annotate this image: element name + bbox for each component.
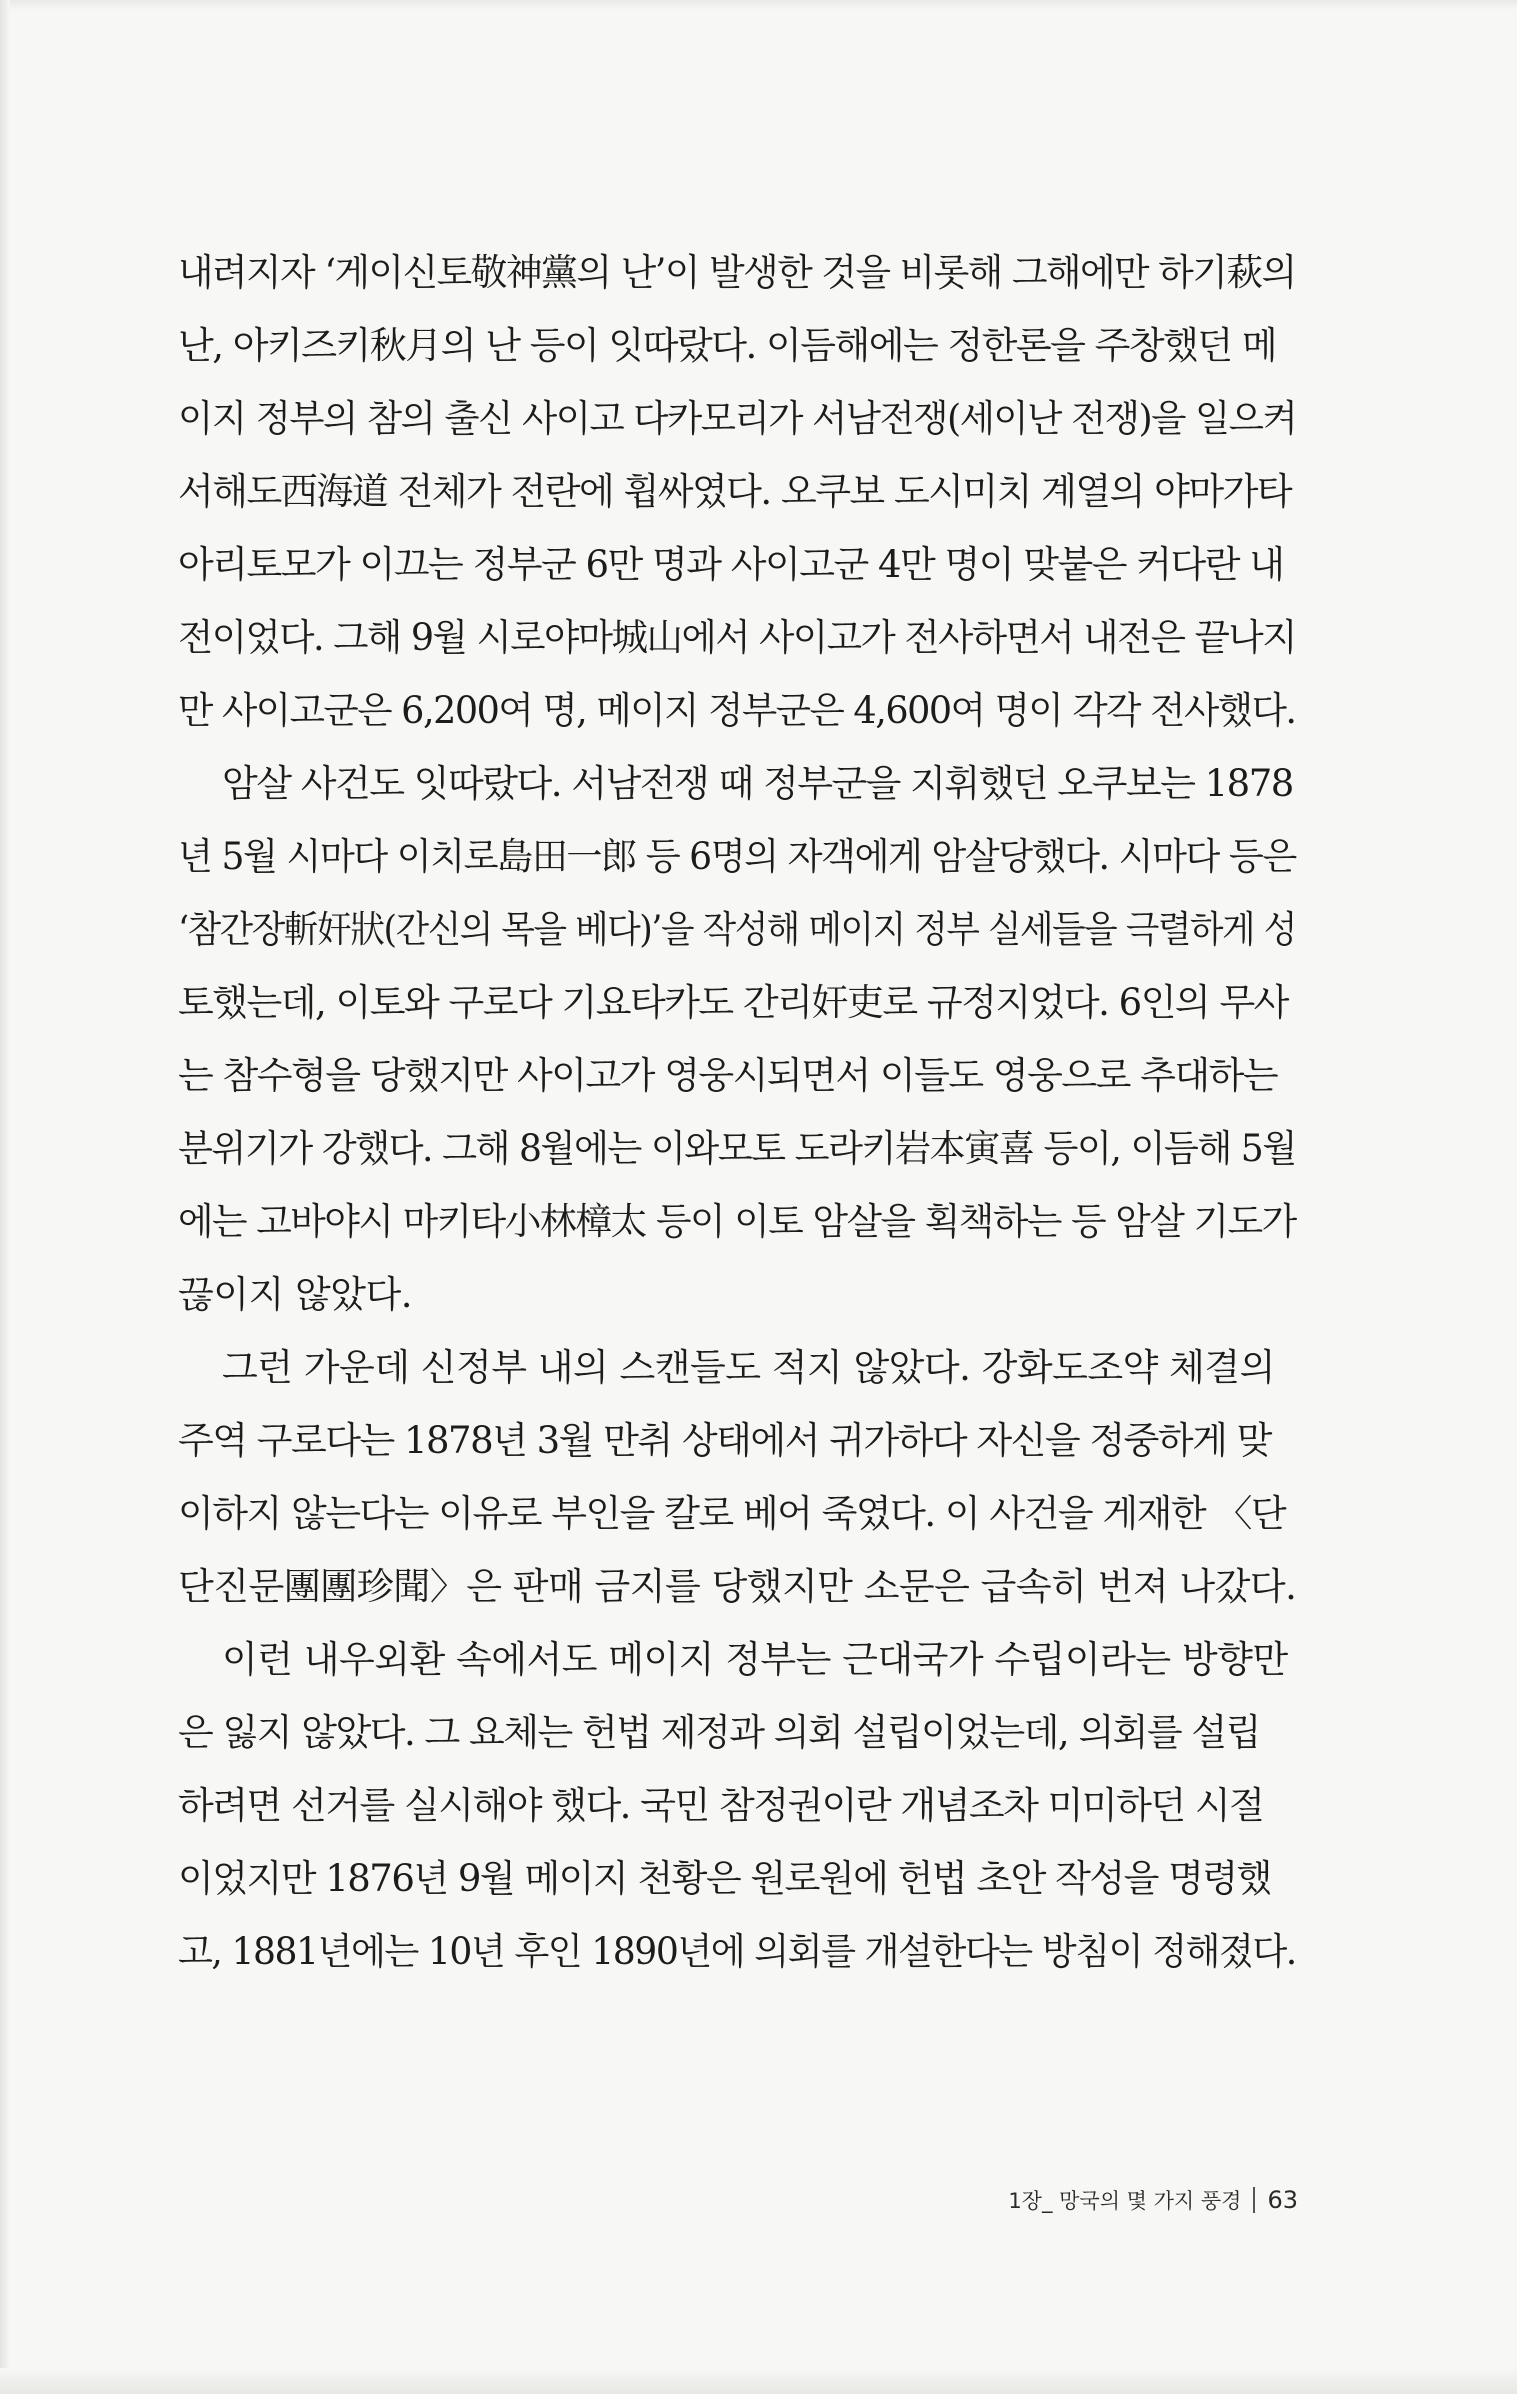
text-line: 이하지 않는다는 이유로 부인을 칼로 베어 죽였다. 이 사건을 게재한 〈단	[178, 1492, 1286, 1535]
page-edge-left	[0, 0, 10, 2394]
text-line: 암살 사건도 잇따랐다. 서남전쟁 때 정부군을 지휘했던 오쿠보는 1878	[222, 762, 1293, 805]
text-line: 이지 정부의 참의 출신 사이고 다카모리가 서남전쟁(세이난 전쟁)을 일으켜	[178, 397, 1297, 440]
text-line: 고, 1881년에는 10년 후인 1890년에 의회를 개설한다는 방침이 정해졌다.	[178, 1930, 1296, 1973]
page-edge-top	[0, 0, 1517, 10]
page-footer	[1008, 2180, 1298, 2220]
text-line: 아리토모가 이끄는 정부군 6만 명과 사이고군 4만 명이 맞붙은 커다란 내	[178, 543, 1284, 586]
body-text	[178, 236, 1296, 1988]
text-line: 에는 고바야시 마키타小林樟太 등이 이토 암살을 획책하는 등 암살 기도가	[178, 1200, 1296, 1243]
paragraph-3	[178, 1331, 1296, 1623]
text-line: 만 사이고군은 6,200여 명, 메이지 정부군은 4,600여 명이 각각 전사했다.	[178, 689, 1296, 732]
paragraph-1	[178, 236, 1296, 747]
text-line: 전이었다. 그해 9월 시로야마城山에서 사이고가 전사하면서 내전은 끝나지	[178, 616, 1296, 659]
paragraph-2	[178, 747, 1296, 1331]
text-line: 이었지만 1876년 9월 메이지 천황은 원로원에 헌법 초안 작성을 명령했	[178, 1857, 1271, 1900]
text-line: 하려면 선거를 실시해야 했다. 국민 참정권이란 개념조차 미미하던 시절	[178, 1784, 1264, 1827]
paragraph-4	[178, 1623, 1296, 1988]
text-line: 단진문團團珍聞〉은 판매 금지를 당했지만 소문은 급속히 번져 나갔다.	[178, 1565, 1297, 1608]
text-line: 는 참수형을 당했지만 사이고가 영웅시되면서 이들도 영웅으로 추대하는	[178, 1054, 1278, 1097]
text-line: 은 잃지 않았다. 그 요체는 헌법 제정과 의회 설립이었는데, 의회를 설립	[178, 1711, 1260, 1754]
text-line: 끊이지 않았다.	[178, 1273, 412, 1316]
text-line: 이런 내우외환 속에서도 메이지 정부는 근대국가 수립이라는 방향만	[222, 1638, 1288, 1681]
page-number: 63	[1267, 2186, 1298, 2214]
text-line: 난, 아키즈키秋月의 난 등이 잇따랐다. 이듬해에는 정한론을 주창했던 메	[178, 324, 1277, 367]
text-line: 서해도西海道 전체가 전란에 휩싸였다. 오쿠보 도시미치 계열의 야마가타	[178, 470, 1292, 513]
text-line: 주역 구로다는 1878년 3월 만취 상태에서 귀가하다 자신을 정중하게 맞	[178, 1419, 1271, 1462]
text-line: ‘참간장斬奸狀(간신의 목을 베다)’을 작성해 메이지 정부 실세들을 극렬하게 성	[178, 908, 1296, 951]
chapter-title: 1장_ 망국의 몇 가지 풍경	[1008, 2189, 1242, 2213]
text-line: 내려지자 ‘게이신토敬神黨의 난’이 발생한 것을 비롯해 그해에만 하기萩의	[178, 251, 1296, 294]
text-line: 분위기가 강했다. 그해 8월에는 이와모토 도라키岩本寅喜 등이, 이듬해 5월	[178, 1127, 1296, 1170]
text-line: 토했는데, 이토와 구로다 기요타카도 간리奸吏로 규정지었다. 6인의 무사	[178, 981, 1288, 1024]
page-edge-bottom	[0, 2368, 1517, 2394]
text-line: 그런 가운데 신정부 내의 스캔들도 적지 않았다. 강화도조약 체결의	[222, 1346, 1275, 1389]
footer-divider	[1253, 2187, 1255, 2213]
text-line: 년 5월 시마다 이치로島田一郎 등 6명의 자객에게 암살당했다. 시마다 등은	[178, 835, 1296, 878]
